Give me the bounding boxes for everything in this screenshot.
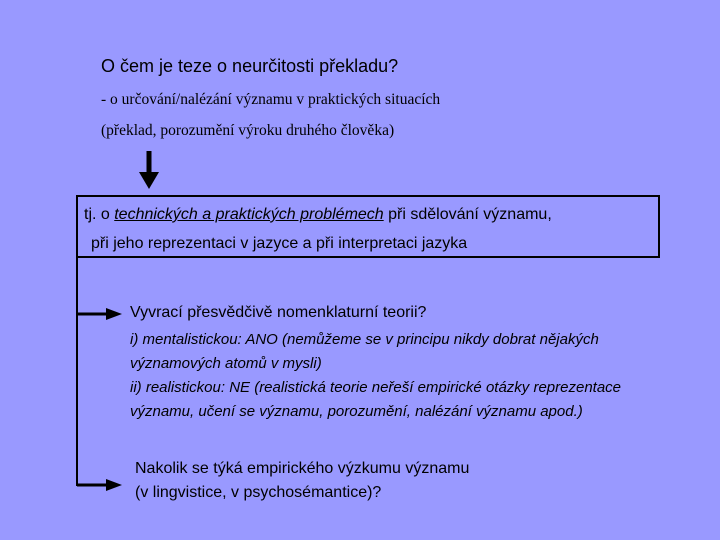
summary-line-1-suffix: při sdělování významu, (383, 206, 552, 223)
branch-1-item-2: ii) realistickou: NE (realistická teorie neřeší empirické otázky reprezentace (130, 379, 622, 396)
summary-line-1-prefix: tj. o (84, 206, 115, 223)
summary-line-2: při jeho reprezentaci v jazyce a při interpretaci jazyka (91, 235, 468, 252)
question-title: O čem je teze o neurčitosti překladu? (101, 56, 399, 76)
branch-arrow-2-icon (77, 479, 122, 491)
branch-1-item-1-cont: významových atomů v mysli) (130, 355, 322, 372)
branch-1-question: Vyvrací přesvědčivě nomenklaturní teorii? (130, 304, 427, 321)
summary-line-1 (84, 206, 552, 224)
branch-arrow-1-icon (77, 308, 122, 320)
subpoint-1: - o určování/nalézání významu v praktických situacích (101, 91, 441, 108)
branch-1-item-2-cont: významu, učení se významu, porozumění, nalézání významu apod.) (130, 403, 583, 420)
branch-1-item-1: i) mentalistickou: ANO (nemůžeme se v principu nikdy dobrat nějakých (130, 331, 599, 348)
summary-emphasis: technických a praktických problémech (114, 206, 384, 223)
subpoint-2: (překlad, porozumění výroku druhého člověka) (101, 122, 395, 139)
branch-2-question-line-2: (v lingvistice, v psychosémantice)? (135, 484, 382, 501)
down-arrow-icon (139, 151, 159, 189)
branch-2-question-line-1: Nakolik se týká empirického výzkumu významu (135, 460, 470, 477)
